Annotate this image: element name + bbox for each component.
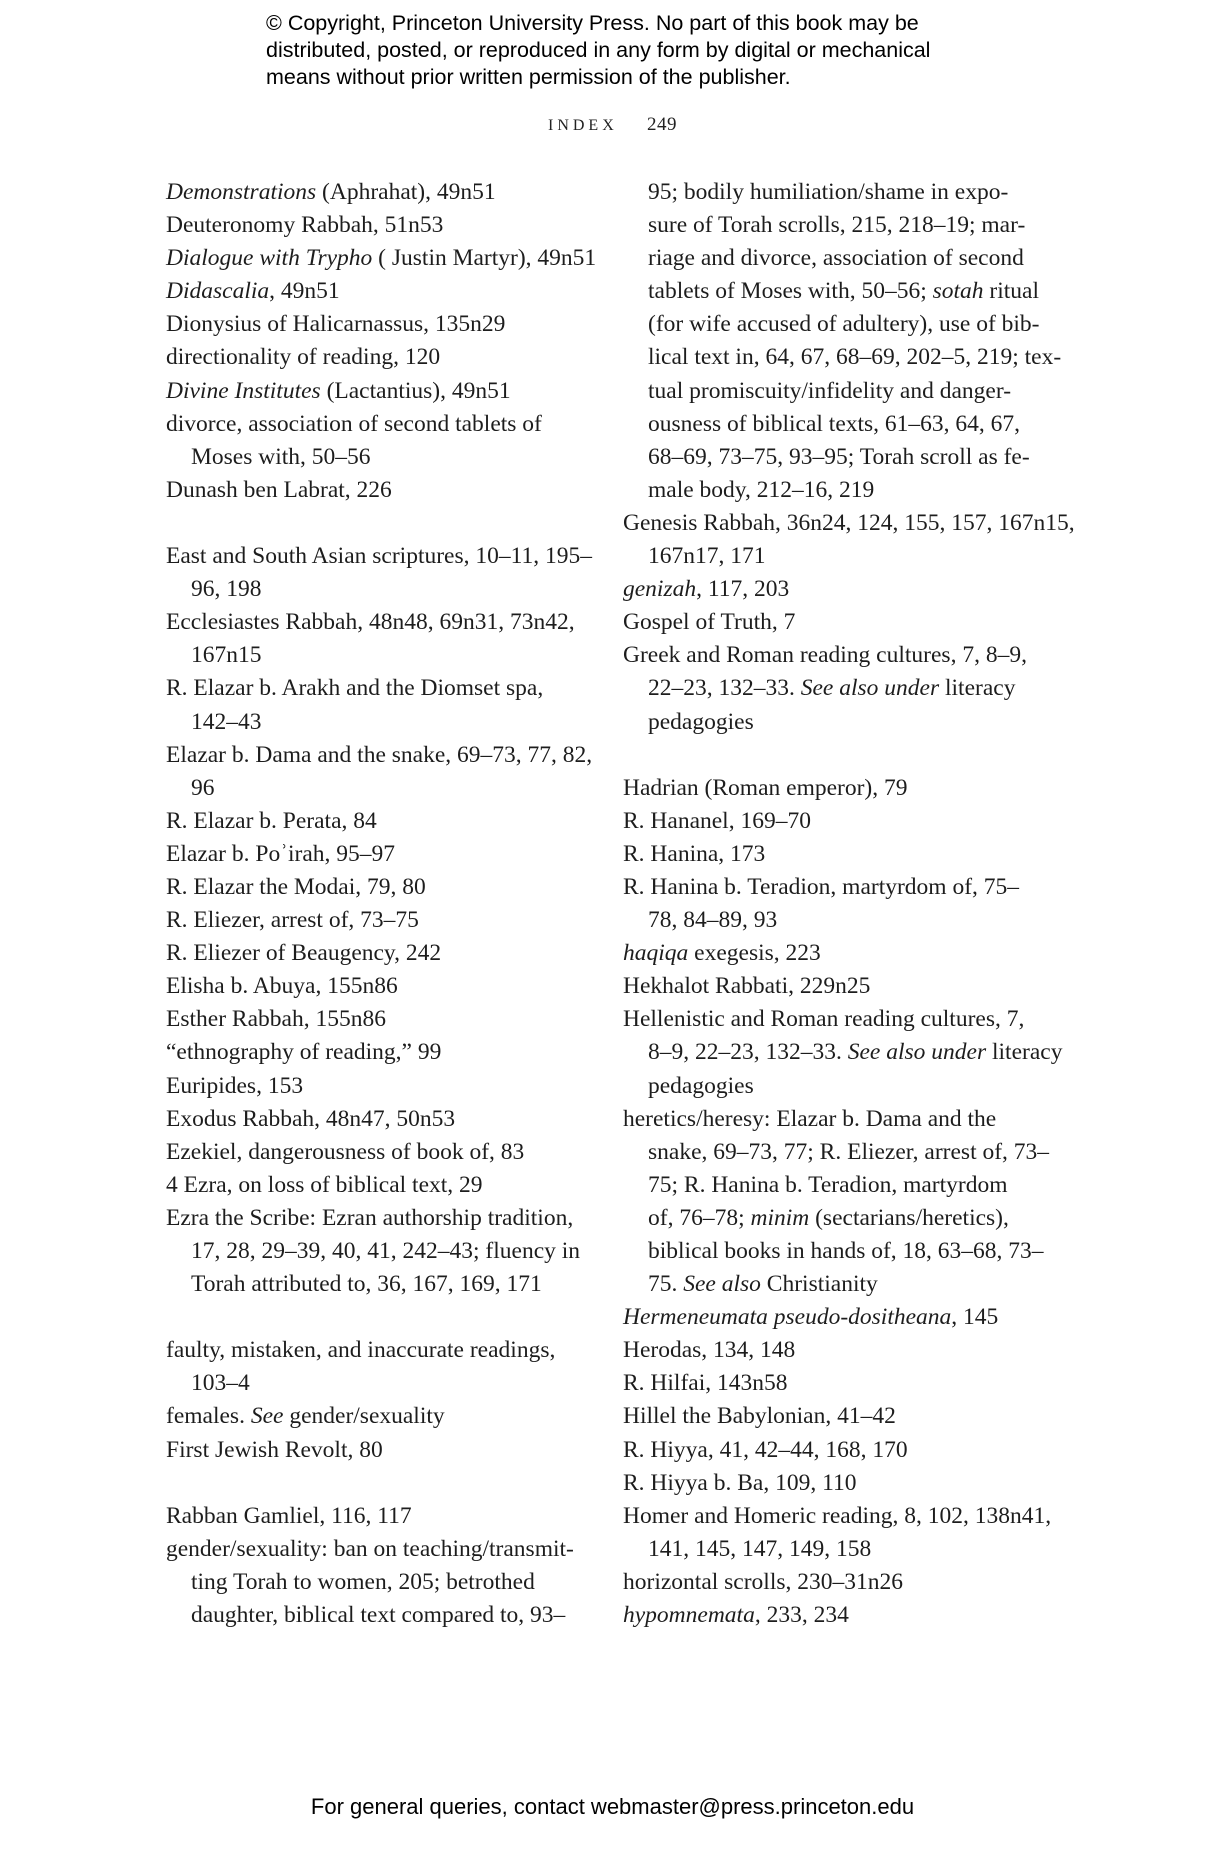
index-entry-continuation bbox=[166, 1599, 586, 1632]
index-entry-italic-text: See bbox=[250, 1403, 284, 1430]
index-entry-text: 22–23, 132–33. bbox=[648, 675, 801, 702]
index-entry-text: 167n17, 171 bbox=[648, 543, 766, 570]
index-entry-italic-text: Hermeneumata pseudo-dositheana bbox=[623, 1304, 952, 1331]
index-entry-text: heretics/heresy: Elazar b. Dama and the bbox=[623, 1105, 997, 1132]
index-entry-text: ting Torah to women, 205; betrothed bbox=[191, 1568, 535, 1595]
index-entry-italic-text: See also under bbox=[800, 675, 940, 702]
index-entry bbox=[166, 904, 586, 937]
index-entry-continuation bbox=[623, 341, 1062, 374]
copyright-line: © Copyright, Princeton University Press. No part of this book may be bbox=[266, 11, 919, 35]
index-entry bbox=[166, 937, 586, 970]
index-entry-italic-text: genizah bbox=[623, 576, 697, 603]
index-entry bbox=[166, 540, 593, 573]
index-entry-text: Dionysius of Halicarnassus, 135n29 bbox=[166, 311, 506, 338]
index-entry-continuation bbox=[166, 1235, 586, 1268]
index-entry bbox=[623, 1334, 1043, 1367]
index-entry-text: biblical books in hands of, 18, 63–68, 73– bbox=[648, 1238, 1044, 1264]
index-entry bbox=[166, 209, 586, 242]
index-spacer bbox=[166, 507, 586, 540]
index-spacer bbox=[166, 1301, 586, 1334]
index-entry-italic-text: See also under bbox=[847, 1039, 987, 1066]
running-head-label: INDEX bbox=[547, 117, 618, 134]
index-entry-text: (Aphrahat), 49n51 bbox=[316, 179, 496, 205]
index-entry-text: Ecclesiastes Rabbah, 48n48, 69n31, 73n42, bbox=[166, 609, 575, 636]
index-entry-continuation bbox=[623, 540, 1043, 573]
index-entry-text: gender/sexuality bbox=[283, 1403, 445, 1430]
index-entry-text: divorce, association of second tablets of bbox=[166, 410, 542, 437]
copyright-line: means without prior written permission of the publisher. bbox=[266, 65, 791, 89]
index-entry-text: pedagogies bbox=[648, 1072, 754, 1099]
index-entry bbox=[166, 838, 586, 871]
index-entry bbox=[166, 1400, 586, 1433]
index-entry bbox=[623, 1500, 1052, 1533]
index-entry bbox=[623, 639, 1043, 672]
index-entry bbox=[623, 1599, 1043, 1632]
index-entry bbox=[166, 739, 593, 772]
index-entry-continuation bbox=[623, 1268, 1043, 1301]
index-entry-text: (for wife accused of adultery), use of bib- bbox=[648, 311, 1040, 338]
index-entry-text: Rabban Gamliel, 116, 117 bbox=[166, 1502, 412, 1529]
index-entry-text: 142–43 bbox=[191, 708, 262, 735]
index-entry-continuation bbox=[623, 209, 1043, 242]
index-entry-text: sure of Torah scrolls, 215, 218–19; mar- bbox=[648, 212, 1026, 239]
index-entry bbox=[623, 1103, 1043, 1136]
index-entry-text: Euripides, 153 bbox=[166, 1072, 304, 1099]
index-entry bbox=[166, 805, 586, 838]
index-entry-text: , 145 bbox=[951, 1304, 999, 1331]
index-entry-text: Herodas, 134, 148 bbox=[623, 1337, 796, 1364]
index-entry-continuation bbox=[623, 904, 1043, 937]
index-entry bbox=[166, 672, 586, 705]
index-entry-continuation bbox=[623, 242, 1043, 275]
index-entry-italic-text: sotah bbox=[932, 278, 984, 305]
index-spacer bbox=[623, 739, 1043, 772]
index-entry-text: 141, 145, 147, 149, 158 bbox=[648, 1535, 872, 1562]
index-entry-text: Gospel of Truth, 7 bbox=[623, 609, 796, 636]
index-entry-text: First Jewish Revolt, 80 bbox=[166, 1436, 383, 1463]
copyright-notice bbox=[266, 10, 1026, 91]
index-entry-text: Elazar b. Dama and the snake, 69–73, 77, 82, bbox=[166, 741, 593, 768]
running-head bbox=[0, 114, 1225, 136]
index-entry-italic-text: minim bbox=[750, 1204, 810, 1231]
page-number: 249 bbox=[647, 114, 677, 135]
index-entry-continuation bbox=[623, 1036, 1063, 1069]
index-entry bbox=[166, 1202, 586, 1235]
index-entry bbox=[166, 176, 586, 209]
index-entry-text: (Lactantius), 49n51 bbox=[320, 377, 511, 404]
index-entry-text: tablets of Moses with, 50–56; bbox=[648, 278, 933, 305]
index-entry-continuation bbox=[166, 441, 586, 474]
index-entry bbox=[166, 1103, 586, 1136]
index-entry-continuation bbox=[166, 1268, 586, 1301]
index-entry-text: , 49n51 bbox=[269, 278, 340, 305]
index-entry bbox=[623, 1367, 1043, 1400]
index-entry-text: 75. bbox=[648, 1271, 684, 1298]
index-entry-text: R. Hananel, 169–70 bbox=[623, 807, 811, 834]
index-entry-text: , 233, 234 bbox=[754, 1602, 849, 1629]
index-entry bbox=[166, 1169, 586, 1202]
index-entry-text: 8–9, 22–23, 132–33. bbox=[648, 1039, 848, 1066]
index-entry-text: Deuteronomy Rabbah, 51n53 bbox=[166, 212, 444, 239]
index-entry-continuation bbox=[623, 275, 1043, 308]
index-entry-text: R. Hanina, 173 bbox=[623, 840, 766, 867]
index-entry bbox=[166, 408, 586, 441]
index-entry-text: 17, 28, 29–39, 40, 41, 242–43; fluency in bbox=[191, 1238, 581, 1264]
index-entry-continuation bbox=[623, 672, 1043, 705]
index-entry-continuation bbox=[623, 1070, 1043, 1103]
index-entry-text: 78, 84–89, 93 bbox=[648, 907, 778, 934]
index-entry-continuation bbox=[623, 1533, 1043, 1566]
index-entry bbox=[166, 871, 586, 904]
index-entry bbox=[166, 474, 586, 507]
index-entry-text: ( Justin Martyr), 49n51 bbox=[372, 245, 597, 272]
index-entry-text: East and South Asian scriptures, 10–11, 195– bbox=[166, 543, 593, 570]
index-entry bbox=[166, 1500, 586, 1533]
index-entry bbox=[166, 341, 586, 374]
index-entry-text: Greek and Roman reading cultures, 7, 8–9, bbox=[623, 642, 1027, 669]
index-entry bbox=[623, 1566, 1043, 1599]
index-entry-text: , 117, 203 bbox=[696, 576, 790, 603]
index-entry-text: ritual bbox=[983, 278, 1039, 305]
index-entry-continuation bbox=[166, 1566, 586, 1599]
index-entry bbox=[623, 871, 1043, 904]
index-entry-text: 96, 198 bbox=[191, 576, 262, 603]
index-entry bbox=[166, 606, 586, 639]
index-entry-text: literacy bbox=[986, 1039, 1063, 1066]
index-entry bbox=[166, 1334, 586, 1367]
index-entry-continuation bbox=[623, 474, 1043, 507]
index-entry bbox=[623, 805, 1043, 838]
index-entry bbox=[623, 1003, 1043, 1036]
index-entry-text: 4 Ezra, on loss of biblical text, 29 bbox=[166, 1171, 483, 1198]
index-entry-text: Moses with, 50–56 bbox=[191, 443, 371, 470]
index-entry-text: R. Hilfai, 143n58 bbox=[623, 1370, 788, 1397]
index-entry-continuation bbox=[166, 706, 586, 739]
index-entry bbox=[623, 507, 1075, 540]
index-entry-text: Genesis Rabbah, 36n24, 124, 155, 157, 167n15, bbox=[623, 509, 1075, 536]
index-entry-text: Esther Rabbah, 155n86 bbox=[166, 1006, 386, 1033]
index-entry-text: R. Elazar b. Perata, 84 bbox=[166, 807, 377, 834]
index-entry-continuation bbox=[623, 1202, 1043, 1235]
index-entry-text: ousness of biblical texts, 61–63, 64, 67, bbox=[648, 410, 1021, 437]
index-entry bbox=[623, 1400, 1043, 1433]
index-entry-text: lical text in, 64, 67, 68–69, 202–5, 219; tex- bbox=[648, 344, 1062, 371]
index-entry bbox=[623, 970, 1043, 1003]
index-entry-text: Elazar b. Poʾirah, 95–97 bbox=[166, 840, 396, 867]
index-entry-text: Homer and Homeric reading, 8, 102, 138n41, bbox=[623, 1502, 1052, 1529]
index-entry bbox=[623, 1467, 1043, 1500]
index-entry-text: Christianity bbox=[760, 1271, 878, 1298]
index-entry-text: 103–4 bbox=[191, 1370, 250, 1397]
index-entry-text: faulty, mistaken, and inaccurate readings, bbox=[166, 1337, 556, 1364]
index-entry bbox=[166, 375, 586, 408]
index-entry bbox=[166, 1003, 586, 1036]
footer-contact: For general queries, contact webmaster@press.princeton.edu bbox=[310, 1794, 915, 1819]
index-entry bbox=[166, 308, 586, 341]
copyright-line: distributed, posted, or reproduced in any form by digital or mechanical bbox=[266, 38, 931, 62]
index-column-left bbox=[166, 176, 597, 1632]
index-entry-text: 95; bodily humiliation/shame in expo- bbox=[648, 179, 1009, 205]
index-entry-text: 75; R. Hanina b. Teradion, martyrdom bbox=[648, 1171, 1008, 1198]
index-entry-text: 96 bbox=[191, 774, 215, 801]
index-entry-text: exegesis, 223 bbox=[688, 940, 821, 967]
index-entry-text: Elisha b. Abuya, 155n86 bbox=[166, 973, 398, 1000]
index-entry-continuation bbox=[623, 308, 1043, 341]
index-entry-text: daughter, biblical text compared to, 93– bbox=[191, 1602, 566, 1629]
index-entry-italic-text: Divine Institutes bbox=[166, 377, 321, 404]
index-entry-text: Hadrian (Roman emperor), 79 bbox=[623, 774, 908, 801]
index-entry-italic-text: Dialogue with Trypho bbox=[166, 245, 373, 272]
index-entry-continuation bbox=[623, 1235, 1043, 1268]
index-entry-text: gender/sexuality: ban on teaching/transmit- bbox=[166, 1535, 574, 1562]
index-entry-text: male body, 212–16, 219 bbox=[648, 476, 875, 503]
index-entry bbox=[166, 242, 597, 275]
index-entry-continuation bbox=[166, 1367, 586, 1400]
index-entry bbox=[623, 937, 1043, 970]
index-entry-text: R. Hiyya, 41, 42–44, 168, 170 bbox=[623, 1436, 908, 1463]
index-entry-text: Exodus Rabbah, 48n47, 50n53 bbox=[166, 1105, 456, 1132]
index-entry-italic-text: Didascalia bbox=[166, 278, 270, 305]
index-entry bbox=[623, 838, 1043, 871]
index-entry-text: pedagogies bbox=[648, 708, 754, 735]
index-entry-continuation bbox=[623, 1136, 1050, 1169]
index-entry bbox=[623, 772, 1043, 805]
index-entry bbox=[623, 1301, 1043, 1334]
index-entry-text: Hillel the Babylonian, 41–42 bbox=[623, 1403, 896, 1430]
index-column-right bbox=[623, 176, 1075, 1632]
index-entry bbox=[166, 1533, 586, 1566]
index-entry-text: “ethnography of reading,” 99 bbox=[166, 1039, 442, 1066]
index-entry-text: R. Hiyya b. Ba, 109, 110 bbox=[623, 1469, 857, 1496]
index-entry bbox=[166, 1070, 586, 1103]
index-entry-continuation bbox=[623, 408, 1043, 441]
index-entry-continuation bbox=[166, 772, 586, 805]
index-entry-text: snake, 69–73, 77; R. Eliezer, arrest of, 73– bbox=[648, 1138, 1050, 1165]
index-entry-text: R. Elazar the Modai, 79, 80 bbox=[166, 873, 426, 900]
index-entry-text: R. Eliezer of Beaugency, 242 bbox=[166, 940, 442, 967]
index-entry-continuation bbox=[166, 639, 586, 672]
index-entry-italic-text: See also bbox=[683, 1271, 761, 1298]
index-entry-italic-text: Demonstrations bbox=[166, 179, 317, 205]
index-entry-text: R. Elazar b. Arakh and the Diomset spa, bbox=[166, 675, 544, 702]
index-entry-text: 68–69, 73–75, 93–95; Torah scroll as fe- bbox=[648, 443, 1030, 470]
index-entry-text: tual promiscuity/infidelity and danger- bbox=[648, 377, 1012, 404]
index-entry-continuation bbox=[623, 1169, 1043, 1202]
index-entry-text: of, 76–78; bbox=[648, 1204, 751, 1231]
index-entry-continuation bbox=[623, 441, 1043, 474]
index-entry-text: Ezra the Scribe: Ezran authorship tradition, bbox=[166, 1204, 574, 1231]
index-entry-text: horizontal scrolls, 230–31n26 bbox=[623, 1568, 904, 1595]
index-entry bbox=[623, 1434, 1043, 1467]
index-entry-text: literacy bbox=[939, 675, 1016, 702]
index-entry bbox=[166, 275, 586, 308]
index-entry-text: 167n15 bbox=[191, 642, 262, 669]
index-entry-text: riage and divorce, association of second bbox=[648, 245, 1024, 272]
index-entry-text: Hekhalot Rabbati, 229n25 bbox=[623, 973, 871, 1000]
index-entry bbox=[166, 1136, 586, 1169]
index-entry-italic-text: haqiqa bbox=[623, 940, 689, 967]
index-entry-continuation bbox=[623, 375, 1043, 408]
index-spacer bbox=[166, 1467, 586, 1500]
index-entry bbox=[623, 606, 1043, 639]
index-entry bbox=[623, 573, 1043, 606]
index-entry bbox=[166, 1434, 586, 1467]
index-entry-text: (sectarians/heretics), bbox=[809, 1204, 1009, 1231]
index-entry-text: Hellenistic and Roman reading cultures, 7, bbox=[623, 1006, 1025, 1033]
index-entry-text: Dunash ben Labrat, 226 bbox=[166, 476, 392, 503]
index-entry-continuation bbox=[166, 573, 586, 606]
index-entry-text: R. Hanina b. Teradion, martyrdom of, 75– bbox=[623, 873, 1020, 900]
index-entry-text: Ezekiel, dangerousness of book of, 83 bbox=[166, 1138, 525, 1165]
index-entry bbox=[166, 970, 586, 1003]
index-entry-text: directionality of reading, 120 bbox=[166, 344, 441, 371]
index-entry-continuation bbox=[623, 706, 1043, 739]
index-entry-continuation bbox=[623, 176, 1043, 209]
index-entry bbox=[166, 1036, 586, 1069]
index-entry-italic-text: hypomnemata bbox=[623, 1602, 755, 1629]
index-entry-text: Torah attributed to, 36, 167, 169, 171 bbox=[191, 1271, 542, 1298]
index-entry-text: females. bbox=[166, 1403, 251, 1430]
index-entry-text: R. Eliezer, arrest of, 73–75 bbox=[166, 907, 419, 934]
